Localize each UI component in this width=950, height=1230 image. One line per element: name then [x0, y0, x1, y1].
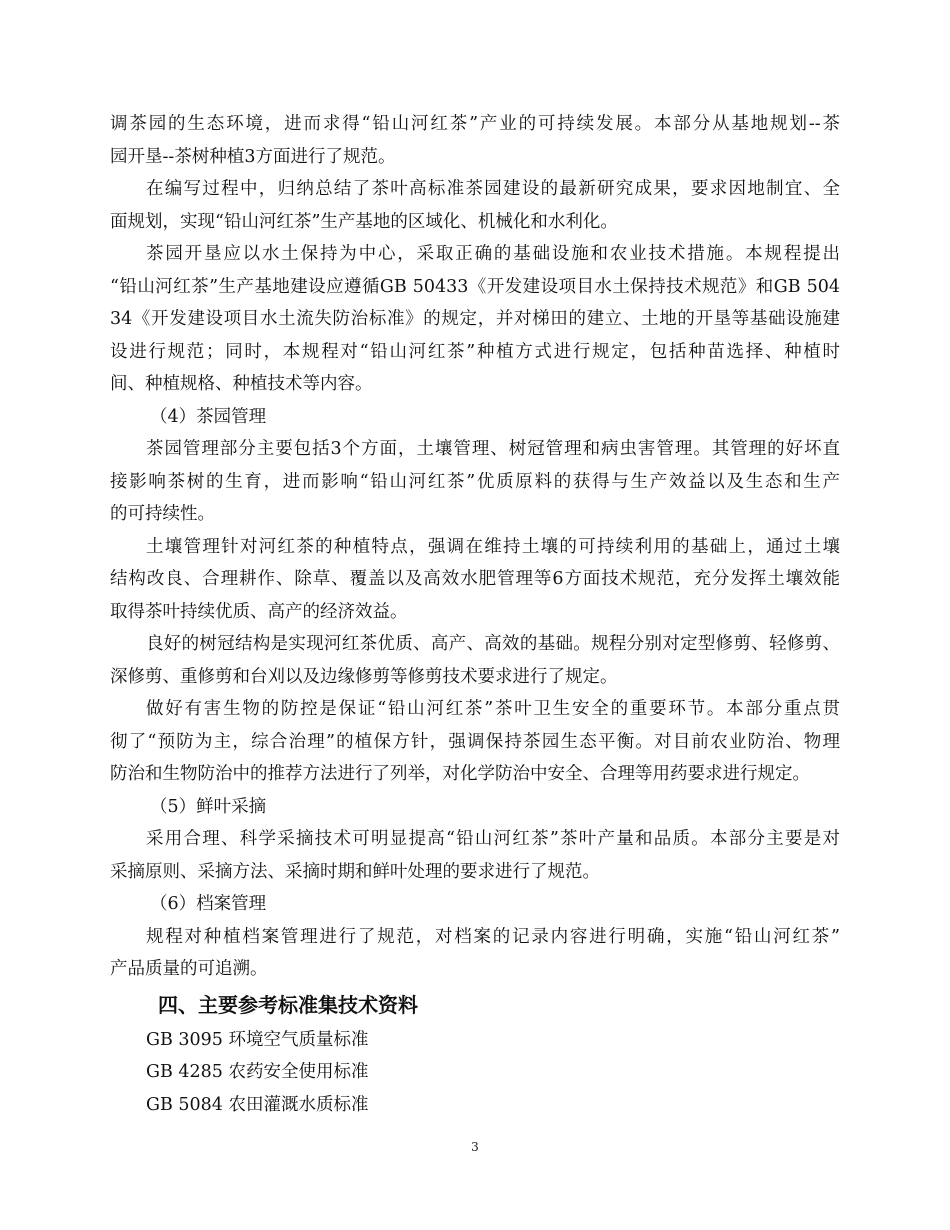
paragraph	[110, 823, 840, 888]
paragraph	[110, 628, 840, 693]
text-line: 结构改良、合理耕作、除草、覆盖以及高效水肥管理等6方面技术规范，充分发挥土壤效能	[110, 569, 840, 589]
paragraph	[110, 693, 840, 791]
text-line: 土壤管理针对河红茶的种植特点，强调在维持土壤的可持续利用的基础上，通过土壤	[146, 536, 840, 557]
text-line: 取得茶叶持续优质、高产的经济效益。	[110, 601, 408, 622]
text-line: 设进行规范；同时，本规程对“铅山河红茶”种植方式进行规定，包括种苗选择、种植时	[110, 341, 840, 362]
text-line: 采摘原则、采摘方法、采摘时期和鲜叶处理的要求进行了规范。	[110, 861, 600, 882]
section-heading: 四、主要参考标准集技术资料	[158, 992, 418, 1017]
text-line: 茶园管理部分主要包括3个方面，土壤管理、树冠管理和病虫害管理。其管理的好坏直	[146, 439, 840, 459]
reference-item: GB 4285 农药安全使用标准	[146, 1062, 369, 1082]
paragraph	[110, 173, 840, 238]
paragraph	[110, 238, 840, 401]
text-line: 茶园开垦应以水土保持为中心，采取正确的基础设施和农业技术措施。本规程提出	[146, 244, 840, 264]
text-line: 防治和生物防治中的推荐方法进行了列举，对化学防治中安全、合理等用药要求进行规定。	[110, 764, 810, 784]
text-line: 产品质量的可追溯。	[110, 959, 268, 979]
text-line: 规程对种植档案管理进行了规范，对档案的记录内容进行明确，实施“铅山河红茶”	[146, 926, 840, 947]
text-line: 面规划，实现“铅山河红茶”生产基地的区域化、机械化和水利化。	[110, 211, 618, 232]
reference-item: GB 5084 农田灌溉水质标准	[146, 1094, 369, 1115]
page-number: 3	[471, 1140, 479, 1154]
text-line: 间、种植规格、种植技术等内容。	[110, 374, 373, 394]
text-line: 采用合理、科学采摘技术可明显提高“铅山河红茶”茶叶产量和品质。本部分主要是对	[146, 829, 840, 849]
text-line: 调茶园的生态环境，进而求得“铅山河红茶”产业的可持续发展。本部分从基地规划--茶	[110, 114, 840, 134]
subsection-heading: （4）茶园管理	[150, 406, 267, 427]
paragraph	[110, 531, 840, 629]
reference-list	[110, 1024, 840, 1122]
text-line: 彻了“预防为主，综合治理”的植保方针，强调保持茶园生态平衡。对目前农业防治、物理	[110, 731, 840, 752]
text-line: 园开垦--茶树种植3方面进行了规范。	[110, 146, 396, 167]
text-line: 在编写过程中，归纳总结了茶叶高标准茶园建设的最新研究成果，要求因地制宜、全	[146, 179, 840, 199]
text-line: 接影响茶树的生育，进而影响“铅山河红茶”优质原料的获得与生产效益以及生态和生产	[110, 471, 840, 492]
paragraph	[110, 108, 840, 173]
subsection-heading: （5）鲜叶采摘	[150, 796, 267, 817]
document-body	[110, 108, 840, 1121]
paragraph	[110, 921, 840, 986]
text-line: 34《开发建设项目水土流失防治标准》的规定，并对梯田的建立、土地的开垦等基础设施建	[110, 309, 840, 329]
paragraph	[110, 433, 840, 531]
text-line: 深修剪、重修剪和台刈以及边缘修剪等修剪技术要求进行了规定。	[110, 666, 618, 687]
text-line: 做好有害生物的防控是保证“铅山河红茶”茶叶卫生安全的重要环节。本部分重点贯	[146, 699, 840, 719]
reference-item: GB 3095 环境空气质量标准	[146, 1029, 369, 1050]
text-line: “铅山河红茶”生产基地建设应遵循GB 50433《开发建设项目水土保持技术规范》和GB 504	[110, 276, 840, 297]
text-line: 良好的树冠结构是实现河红茶优质、高产、高效的基础。规程分别对定型修剪、轻修剪、	[146, 634, 840, 654]
text-line: 的可持续性。	[110, 504, 215, 524]
subsection-heading: （6）档案管理	[150, 894, 267, 914]
